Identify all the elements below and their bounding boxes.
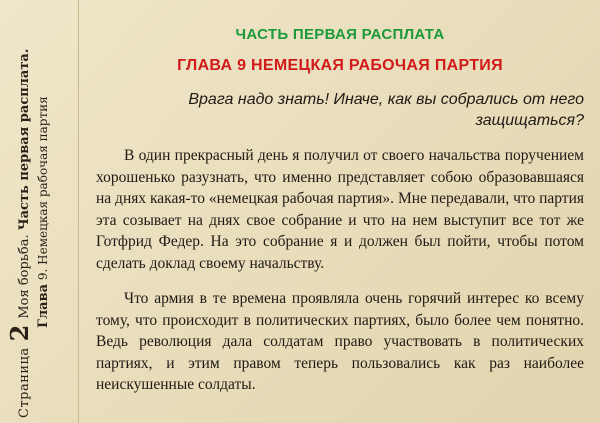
chapter-heading: ГЛАВА 9 НЕМЕЦКАЯ РАБОЧАЯ ПАРТИЯ — [177, 57, 503, 74]
running-header-line-1 — [5, 8, 34, 418]
page-margin-strip — [0, 0, 79, 423]
page-label: Страница — [17, 347, 32, 418]
part-heading: ЧАСТЬ ПЕРВАЯ РАСПЛАТА — [235, 26, 445, 43]
running-header-line-2 — [34, 8, 53, 418]
page-content — [96, 14, 584, 396]
epigraph: Врага надо знать! Иначе, как вы собрались от него защищаться? — [188, 91, 584, 129]
running-part-title: Часть первая расплата. — [17, 48, 32, 231]
page-number: 2 — [5, 324, 34, 342]
running-header-vertical — [5, 8, 53, 418]
book-title: Моя борьба. — [17, 234, 32, 319]
running-chapter-word: Глава — [36, 283, 51, 328]
paragraph-2: Что армия в те времена проявляла очень горячий интерес ко всему тому, что происходит в политических партиях, было более чем понятно. Ведь революция дала солдатам право участвовать в политических партиях, и этим правом теперь пользовались как раз наиболее неискушенные солдаты. — [96, 290, 584, 393]
paragraph-1: В один прекрасный день я получил от своего начальства поручением хорошенько разузнать, что именно представляет собою образовавшаяся на днях какая-то «немецкая рабочая партия». Мне передавали, что партия эта созывает на днях свое собрание и что на нем выступит все тот же Готфрид Федер. На это собрание я и должен был пойти, чтобы потом сделать доклад своему начальству. — [96, 147, 584, 272]
running-chapter-title: 9. Немецкая рабочая партия — [36, 96, 50, 281]
